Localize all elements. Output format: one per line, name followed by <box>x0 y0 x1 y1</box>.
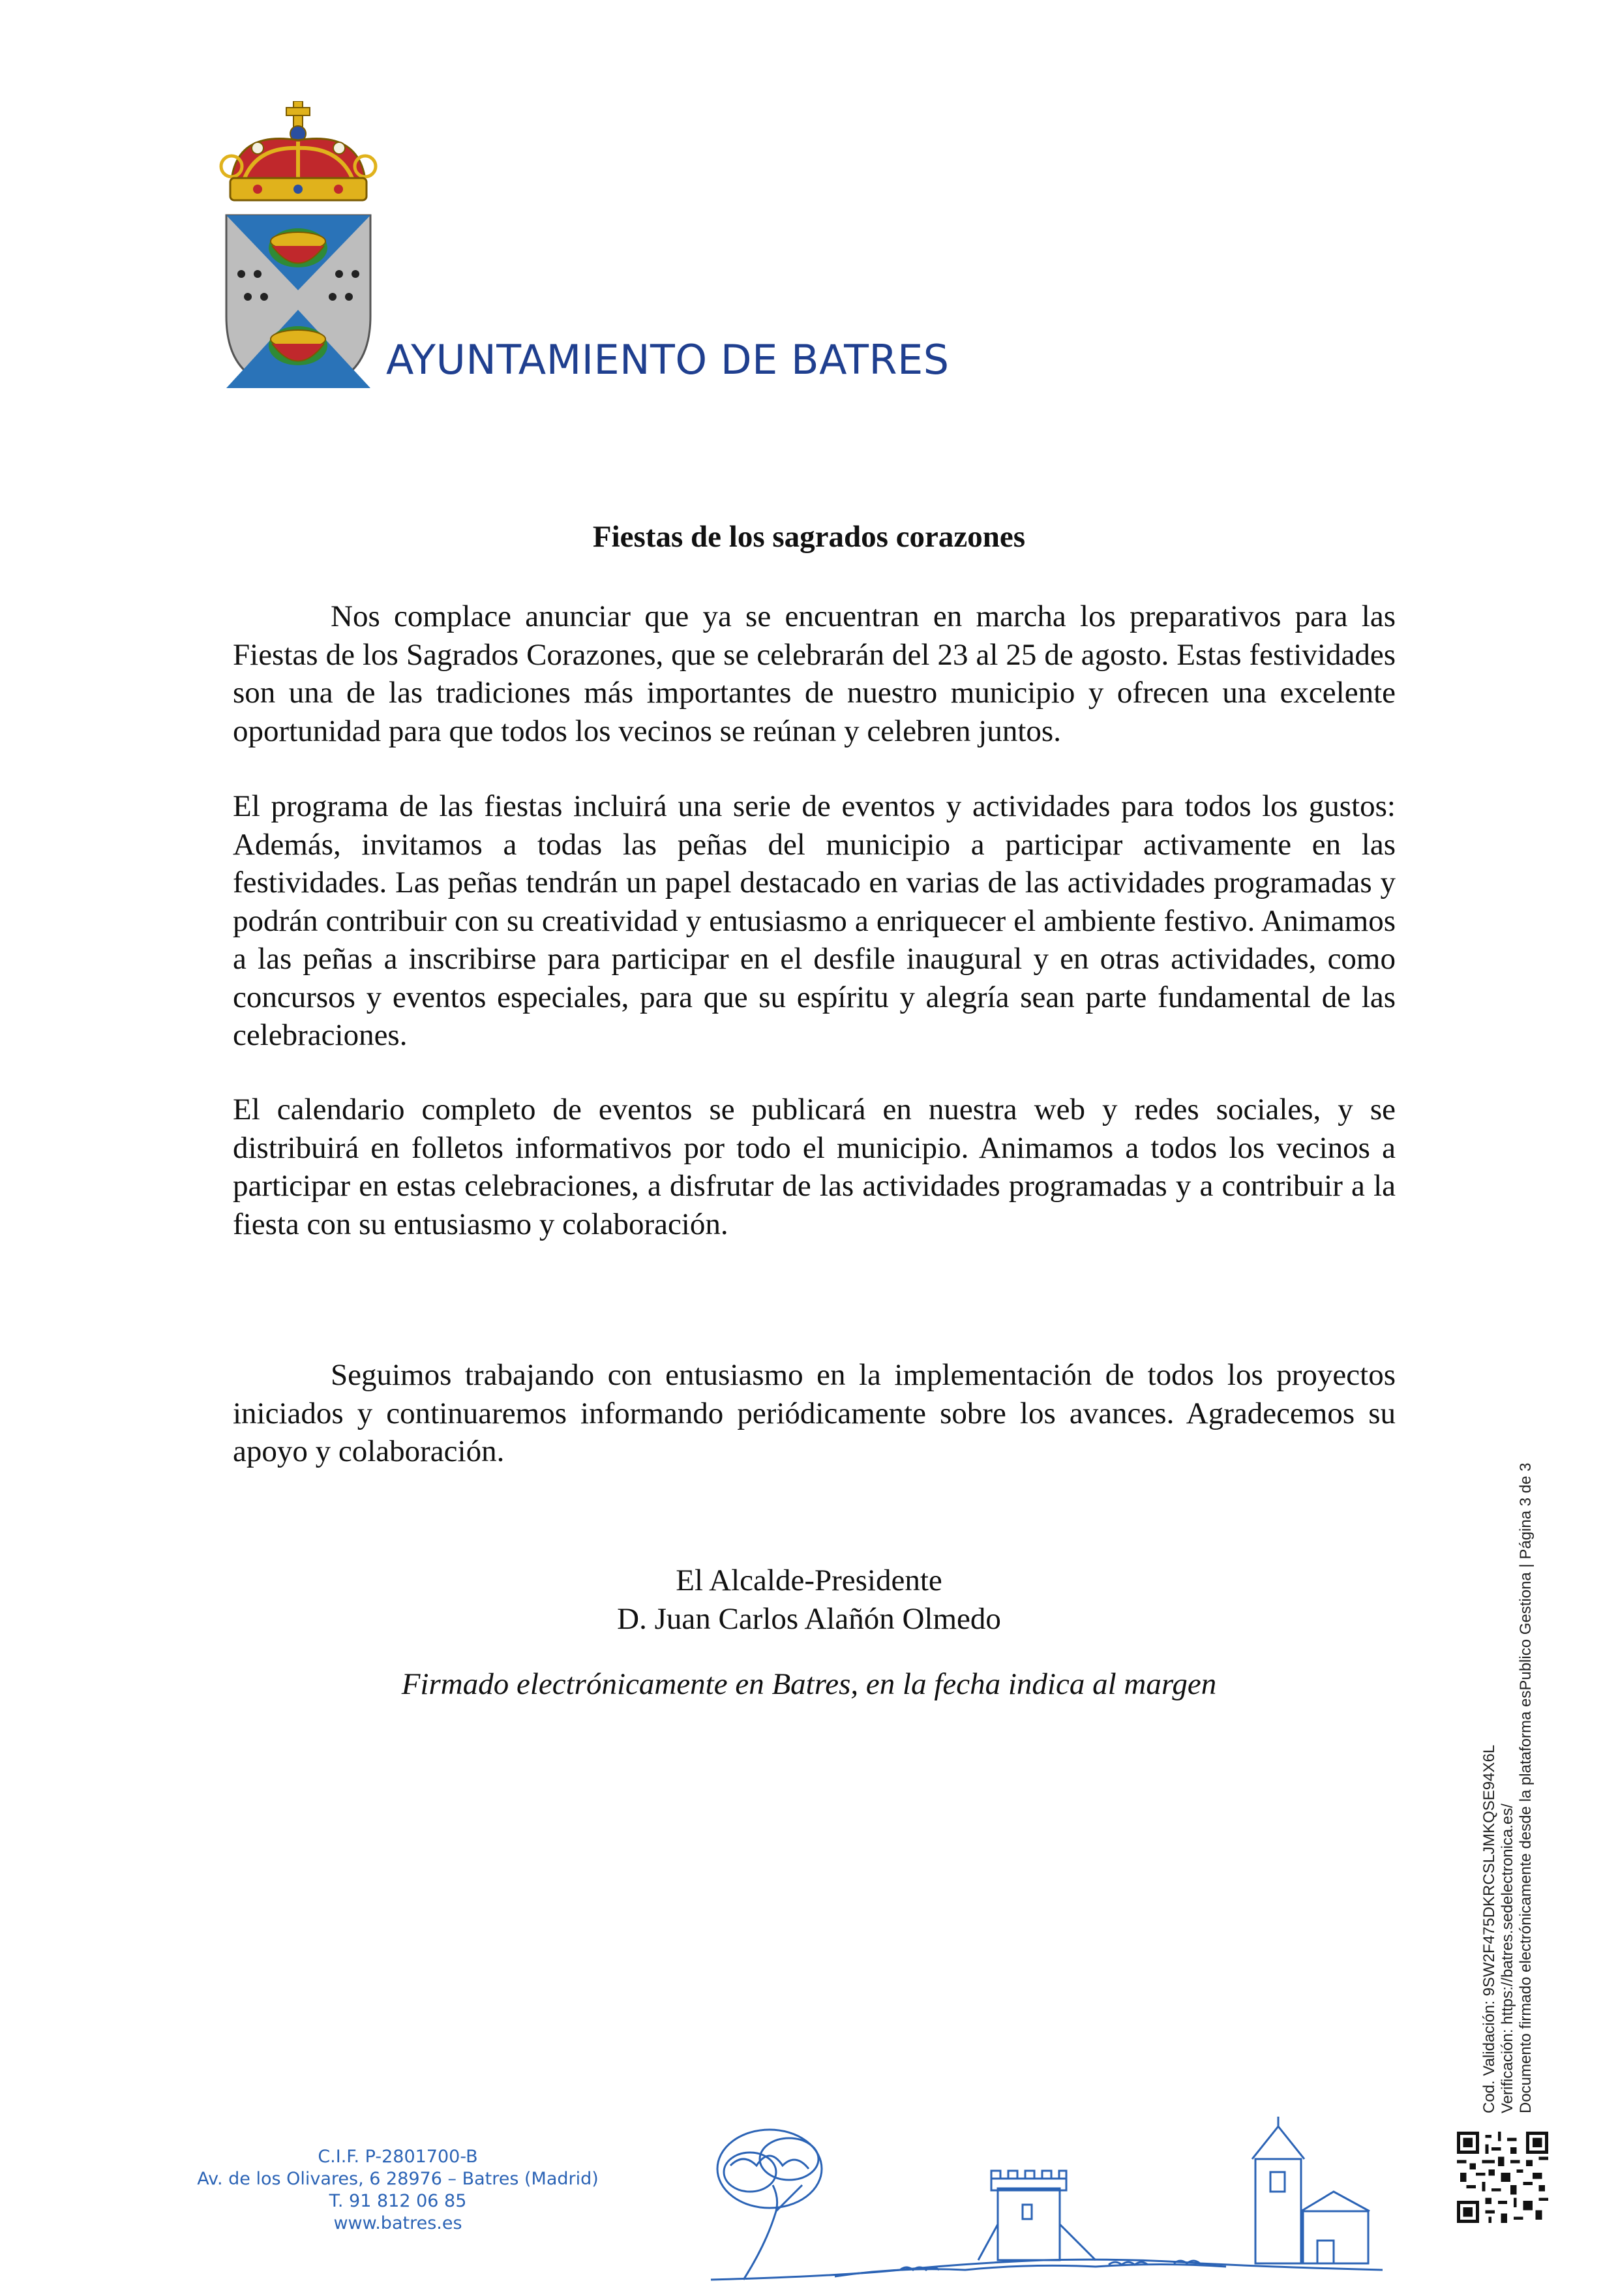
signed-document-note: Documento firmado electrónicamente desde la plataforma esPublico Gestiona | Página 3 de 3 <box>1517 1462 1535 2113</box>
validation-sidebar <box>1480 1396 1535 2113</box>
paragraph-closing: Seguimos trabajando con entusiasmo en la implementación de todos los proyectos iniciados y continuaremos informando periódicamente sobre los avances. Agradecemos su apoyo y colaboración. <box>233 1358 1396 1468</box>
verification-link[interactable]: Verificación: https://batres.sedelectronica.es/ <box>1499 1804 1516 2113</box>
coat-of-arms-logo <box>218 101 378 388</box>
paragraph-program: El programa de las fiestas incluirá una serie de eventos y actividades para todos los gustos: Además, invitamos a todas las peñas del municipio a participar activamente en las festividades. Las peñas tendrán un papel destacado en varias de las actividades programadas y podrán contribuir con su creatividad y entusiasmo a enriquecer el ambiente festivo. Animamos a las peñas a inscribirse para participar en el desfile inaugural y en otras actividades, como concursos y eventos especiales, para que su espíritu y alegría sean parte fundamental de las celebraciones. <box>233 789 1396 1052</box>
signature-note: Firmado electrónicamente en Batres, en la fecha indica al margen <box>401 1667 1217 1701</box>
qr-code <box>1457 2132 1548 2223</box>
paragraph-calendar: El calendario completo de eventos se publicará en nuestra web y redes sociales, y se distribuirá en folletos informativos por todo el municipio. Animamos a todos los vecinos a participar en estas celebraciones, a disfrutar de las actividades programadas y a contribuir a la fiesta con su entusiasmo y colaboración. <box>233 1093 1396 1241</box>
footer-website[interactable]: www.batres.es <box>333 2213 462 2233</box>
town-sketch-illustration <box>704 2113 1389 2289</box>
signature-name: D. Juan Carlos Alañón Olmedo <box>617 1602 1001 1636</box>
validation-code: Cod. Validación: 9SW2F475DKRCSLJMKQSE94X6L <box>1480 1744 1498 2113</box>
document-title: Fiestas de los sagrados corazones <box>592 520 1026 554</box>
footer-phone: T. 91 812 06 85 <box>329 2191 467 2211</box>
footer-cif: C.I.F. P-2801700-B <box>318 2147 478 2167</box>
paragraph-intro: Nos complace anunciar que ya se encuentran en marcha los preparativos para las Fiestas de los Sagrados Corazones, que se celebrarán del 23 al 25 de agosto. Estas festividades son una de las tradiciones más importantes de nuestro municipio y ofrecen una excelente oportunidad para que todos los vecinos se reúnan y celebren juntos. <box>233 599 1396 748</box>
footer-address: Av. de los Olivares, 6 28976 – Batres (Madrid) <box>197 2169 599 2189</box>
organization-name: AYUNTAMIENTO DE BATRES <box>386 336 950 384</box>
footer-contact <box>157 2146 639 2235</box>
signature-role: El Alcalde-Presidente <box>676 1563 942 1597</box>
